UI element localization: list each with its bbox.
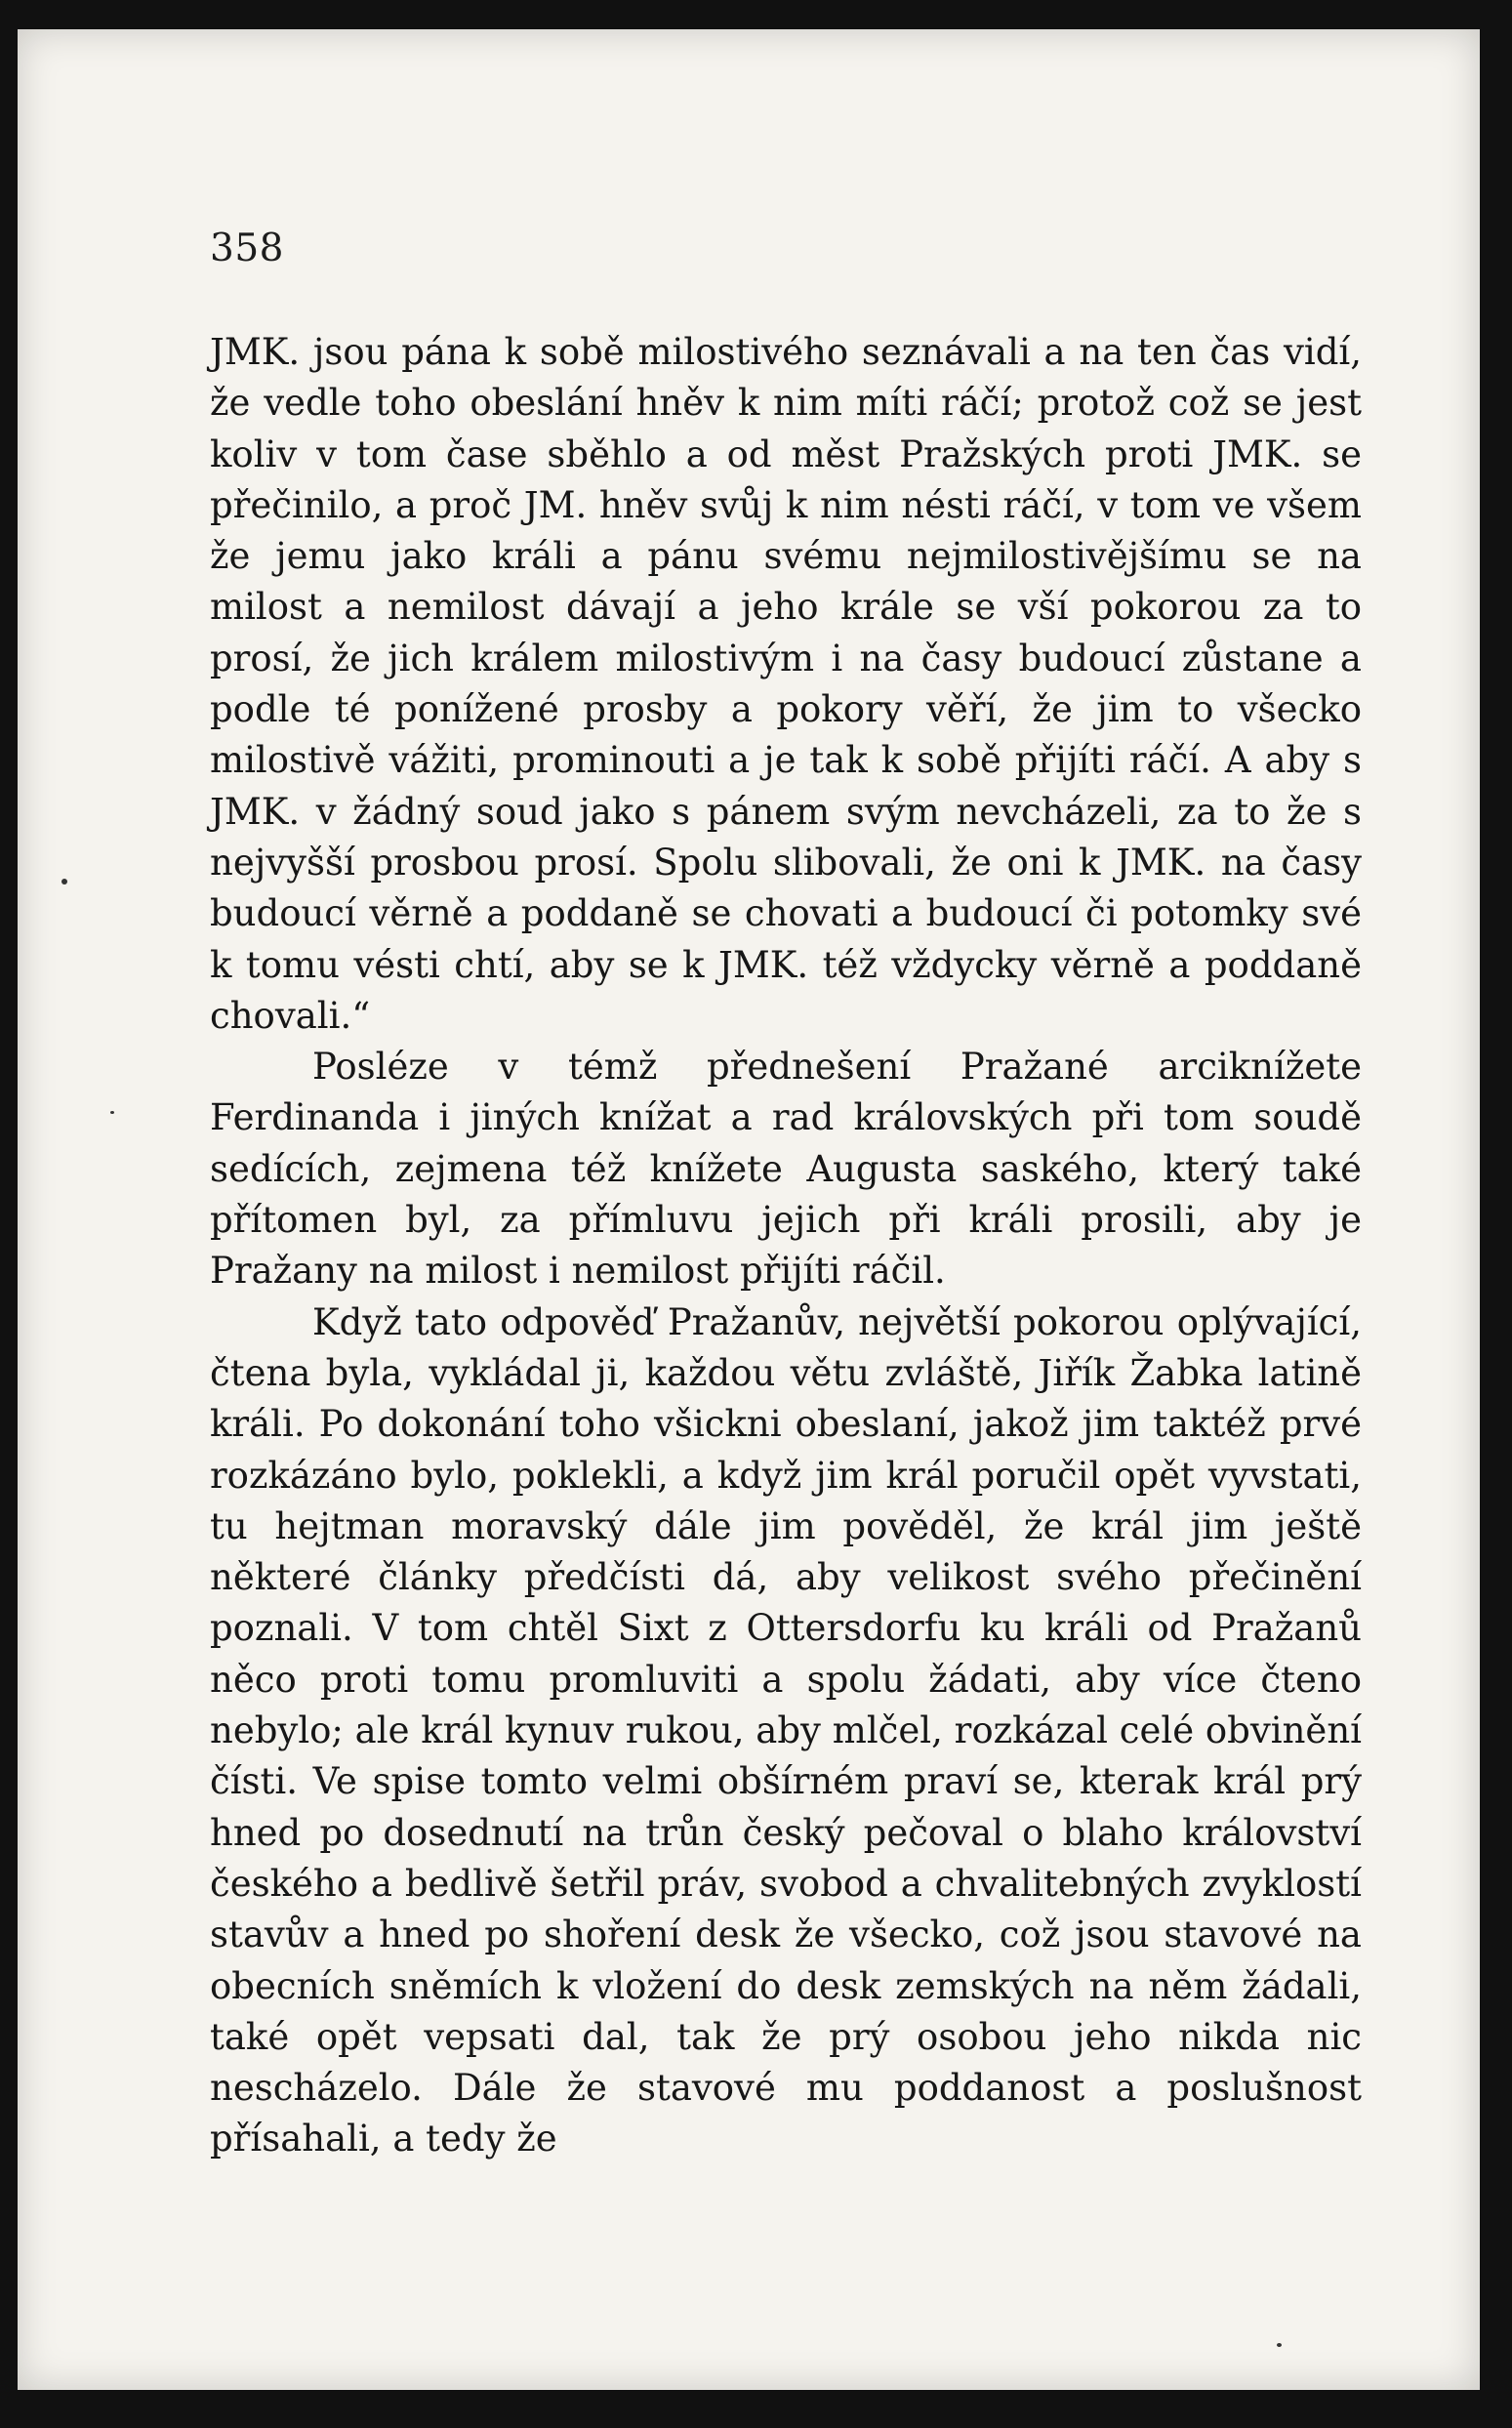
body-text: [210, 327, 1362, 2165]
paragraph: Posléze v témž přednešení Pražané arciknížete Ferdinanda i jiných knížat a rad královských při tom soudě sedících, zejmena též knížete Augusta saského, který také přítomen byl, za přímluvu jejich při králi prosili, aby je Pražany na milost i nemilost přijíti ráčil.: [210, 1046, 1362, 1293]
paragraph: Když tato odpověď Pražanův, největší pokorou oplývající, čtena byla, vykládal ji, každou větu zvláště, Jiřík Žabka latině králi. Po dokonání toho všickni obeslaní, jakož jim taktéž prvé rozkázáno bylo, poklekli, a když jim král poručil opět vyvstati, tu hejtman moravský dále jim pověděl, že král jim ještě některé články předčísti dá, aby velikost svého přečinění poznali. V tom chtěl Sixt z Ottersdorfu ku králi od Pražanů něco proti tomu promluviti a spolu žádati, aby více čteno nebylo; ale král kynuv rukou, aby mlčel, rozkázal celé obvinění čísti. Ve spise tomto velmi obšírném praví se, kterak král prý hned po dosednutí na trůn český pečoval o blaho království českého a bedlivě šetřil práv, svobod a chvalitebných zvyklostí stavův a hned po shoření desk že všecko, což jsou stavové na obecních sněmích k vložení do desk zemských na něm žádali, také opět vepsati dal, tak že prý osobou jeho nikda nic nescházelo. Dále že stavové mu poddanost a poslušnost přísahali, a tedy že: [210, 1300, 1362, 2161]
scan-speck: [61, 879, 67, 885]
scan-speck: [110, 1111, 114, 1114]
paragraph-continued: JMK. jsou pána k sobě milostivého seznávali a na ten čas vidí, že vedle toho obeslání hněv k nim míti ráčí; protož což se jest koliv v tom čase sběhlo a od měst Pražských proti JMK. se přečinilo, a proč JM. hněv svůj k nim nésti ráčí, v tom ve všem že jemu jako králi a pánu svému nejmilostivějšímu se na milost a nemilost dávají a jeho krále se vší pokorou za to prosí, že jich králem milostivým i na časy budoucí zůstane a podle té ponížené prosby a pokory věří, že jim to všecko milostivě vážiti, prominouti a je tak k sobě přijíti ráčí. A aby s JMK. v žádný soud jako s pánem svým nevcházeli, za to že s nejvyšší prosbou prosí. Spolu slibovali, že oni k JMK. na časy budoucí věrně a poddaně se chovati a budoucí či potomky své k tomu vésti chtí, aby se k JMK. též vždycky věrně a poddaně chovali.“: [210, 331, 1362, 1037]
scan-speck: [1277, 2343, 1282, 2347]
page-number: 358: [210, 226, 284, 270]
